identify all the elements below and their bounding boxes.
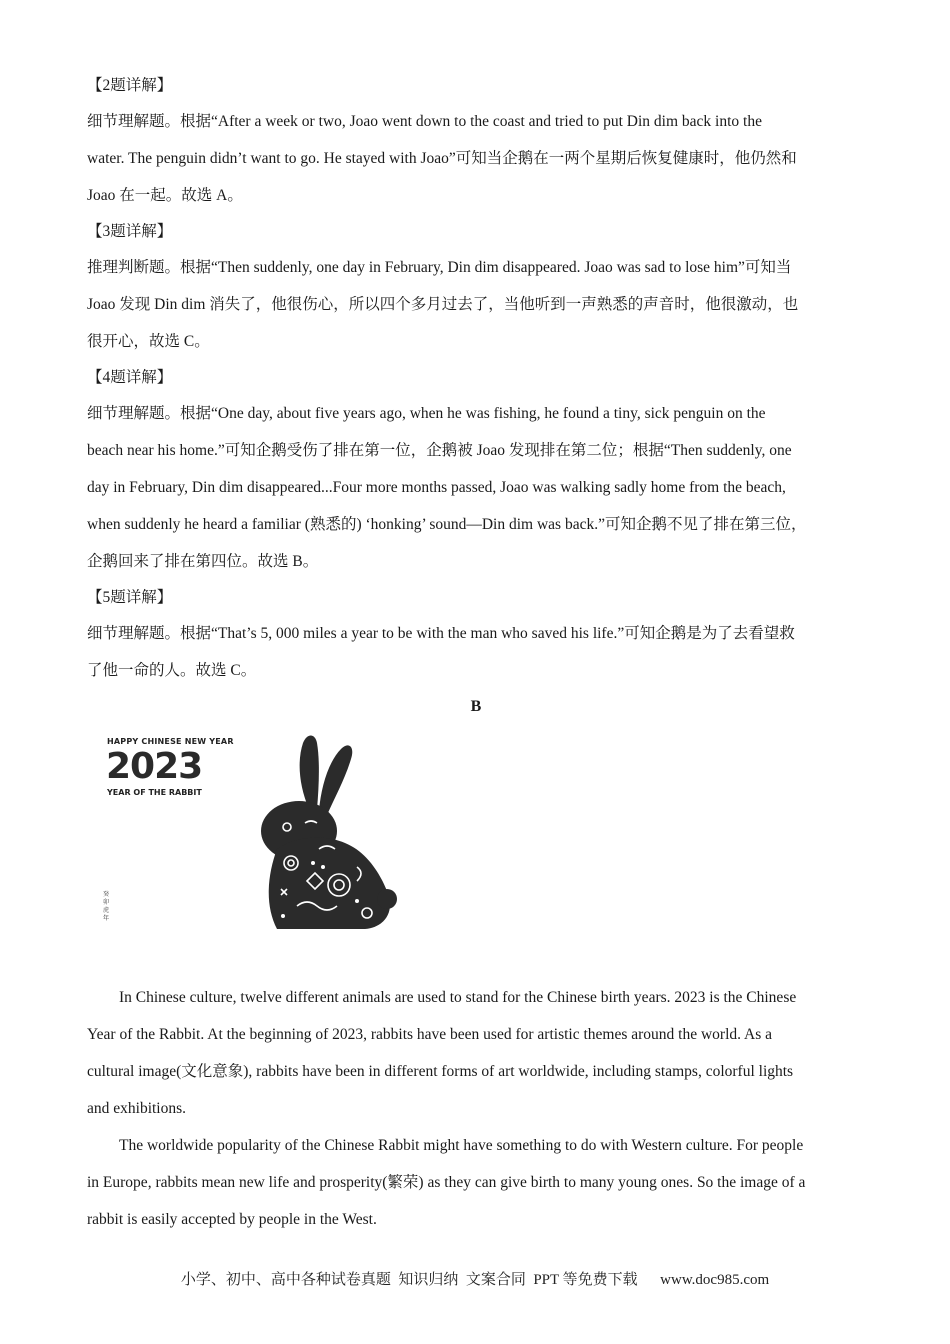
passage-line: Year of the Rabbit. At the beginning of 2023, rabbits have been used for artistic themes around the world. As a: [87, 1026, 773, 1043]
passage-line: cultural image(文化意象), rabbits have been in different forms of art worldwide, including stamps, colorful lights: [87, 1063, 794, 1080]
item-heading: 【5题详解】: [87, 589, 173, 606]
section-b-title: B: [470, 698, 482, 715]
answer-item-3: [87, 214, 865, 360]
explanation-line: 细节理解题。根据“That’s 5, 000 miles a year to be with the man who saved his life.”可知企鹅是为了去看望救: [87, 625, 795, 642]
rabbit-silhouette-icon: [247, 731, 397, 936]
passage-paragraph: [87, 1127, 865, 1238]
passage-line: rabbit is easily accepted by people in the West.: [87, 1211, 377, 1228]
page-footer: 小学、初中、高中各种试卷真题 知识归纳 文案合同 PPT 等免费下载 www.doc985.com: [180, 1272, 770, 1288]
passage-line: and exhibitions.: [87, 1100, 187, 1117]
explanation-line: day in February, Din dim disappeared...Four more months passed, Joao was walking sadly home from the beach,: [87, 479, 786, 496]
item-heading: 【4题详解】: [87, 369, 173, 386]
poster-subtitle: YEAR OF THE RABBIT: [107, 788, 202, 797]
passage-line: In Chinese culture, twelve different animals are used to stand for the Chinese birth years. 2023 is the Chinese: [119, 989, 797, 1006]
item-heading: 【2题详解】: [87, 77, 173, 94]
answer-item-4: [87, 360, 865, 580]
explanation-line: when suddenly he heard a familiar (熟悉的) ‘honking’ sound—Din dim was back.”可知企鹅不见了排在第三位，: [87, 516, 807, 533]
explanation-line: 很开心，故选 C。: [87, 333, 210, 350]
answer-item-2: [87, 68, 865, 214]
explanation-line: 推理判断题。根据“Then suddenly, one day in February, Din dim disappeared. Joao was sad to lose him”可知当: [87, 259, 792, 276]
passage-line: in Europe, rabbits mean new life and prosperity(繁荣) as they can give birth to many young ones. So the image of a: [87, 1174, 806, 1191]
explanation-line: Joao 发现 Din dim 消失了，他很伤心，所以四个多月过去了，当他听到一声熟悉的声音时，他很激动，也: [87, 296, 799, 313]
explanation-line: Joao 在一起。故选 A。: [87, 187, 243, 204]
item-heading: 【3题详解】: [87, 223, 173, 240]
passage-line: The worldwide popularity of the Chinese Rabbit might have something to do with Western culture. For people: [119, 1137, 804, 1154]
explanation-line: water. The penguin didn’t want to go. He stayed with Joao”可知当企鹅在一两个星期后恢复健康时，他仍然和: [87, 150, 797, 167]
explanation-line: 企鹅回来了排在第四位。故选 B。: [87, 553, 319, 570]
explanation-line: 细节理解题。根据“After a week or two, Joao went down to the coast and tried to put Din dim back into the: [87, 113, 762, 130]
poster-year: 2023: [106, 746, 203, 787]
explanation-line: 了他一命的人。故选 C。: [87, 662, 257, 679]
poster-greeting: HAPPY CHINESE NEW YEAR: [107, 737, 234, 746]
poster-vertical-seal-text: 癸卯虎年: [103, 892, 110, 922]
explanation-line: beach near his home.”可知企鹅受伤了排在第一位，企鹅被 Joao 发现排在第二位；根据“Then suddenly, one: [87, 442, 792, 459]
rabbit-poster-image: [87, 733, 417, 973]
document-body: [87, 68, 865, 1238]
answer-item-5: [87, 580, 865, 689]
explanation-line: 细节理解题。根据“One day, about five years ago, when he was fishing, he found a tiny, sick penguin on the: [87, 405, 766, 422]
passage-paragraph: [87, 979, 865, 1127]
